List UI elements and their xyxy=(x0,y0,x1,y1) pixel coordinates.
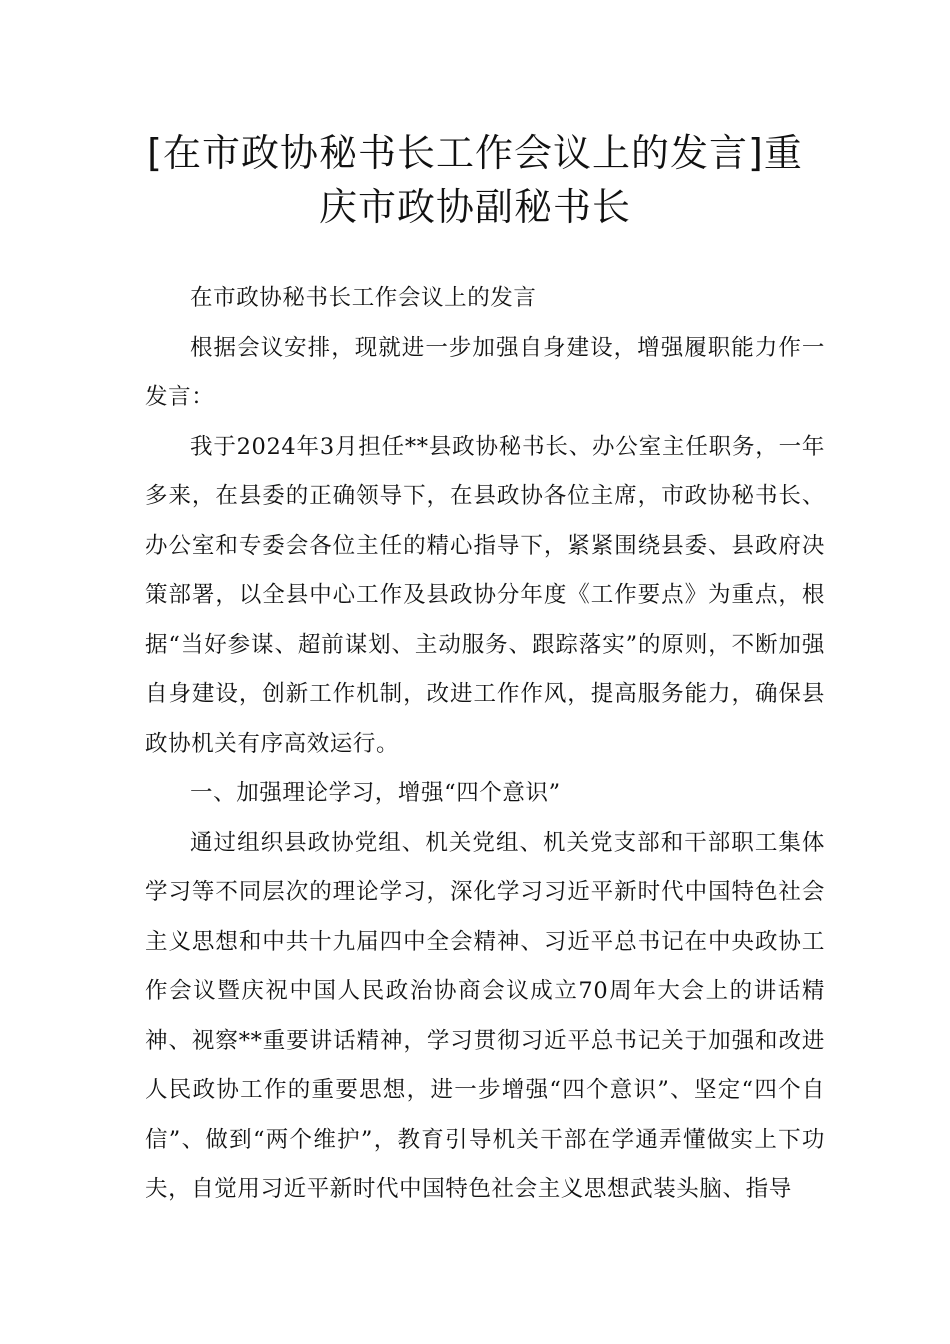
document-body xyxy=(145,274,825,1215)
speech-heading: 在市政协秘书长工作会议上的发言 xyxy=(190,285,537,311)
section-heading-1: 一、加强理论学习，增强“四个意识” xyxy=(190,780,561,806)
title-line-1: [在市政协秘书长工作会议上的发言]重 xyxy=(147,131,803,175)
intro-paragraph: 根据会议安排，现就进一步加强自身建设，增强履职能力作一发言： xyxy=(145,334,825,410)
document-title xyxy=(100,126,850,234)
background-paragraph: 我于2024年3月担任**县政协秘书长、办公室主任职务，一年多来，在县委的正确领导下，在县政协各位主席，市政协秘书长、办公室和专委会各位主任的精心指导下，紧紧围绕县委、县政府决策部署，以全县中心工作及县政协分年度《工作要点》为重点，根据“当好参谋、超前谋划、主动服务、跟踪落实”的原则，不断加强自身建设，创新工作机制，改进工作作风，提高服务能力，确保县政协机关有序高效运行。 xyxy=(145,433,825,757)
title-line-2: 庆市政协副秘书长 xyxy=(318,185,631,229)
section-1-paragraph: 通过组织县政协党组、机关党组、机关党支部和干部职工集体学习等不同层次的理论学习，深化学习习近平新时代中国特色社会主义思想和中共十九届四中全会精神、习近平总书记在中央政协工作会议暨庆祝中国人民政治协商会议成立70周年大会上的讲话精神、视察**重要讲话精神，学习贯彻习近平总书记关于加强和改进人民政协工作的重要思想，进一步增强“四个意识”、坚定“四个自信”、做到“两个维护”，教育引导机关干部在学通弄懂做实上下功夫，自觉用习近平新时代中国特色社会主义思想武装头脑、指导 xyxy=(145,829,825,1202)
